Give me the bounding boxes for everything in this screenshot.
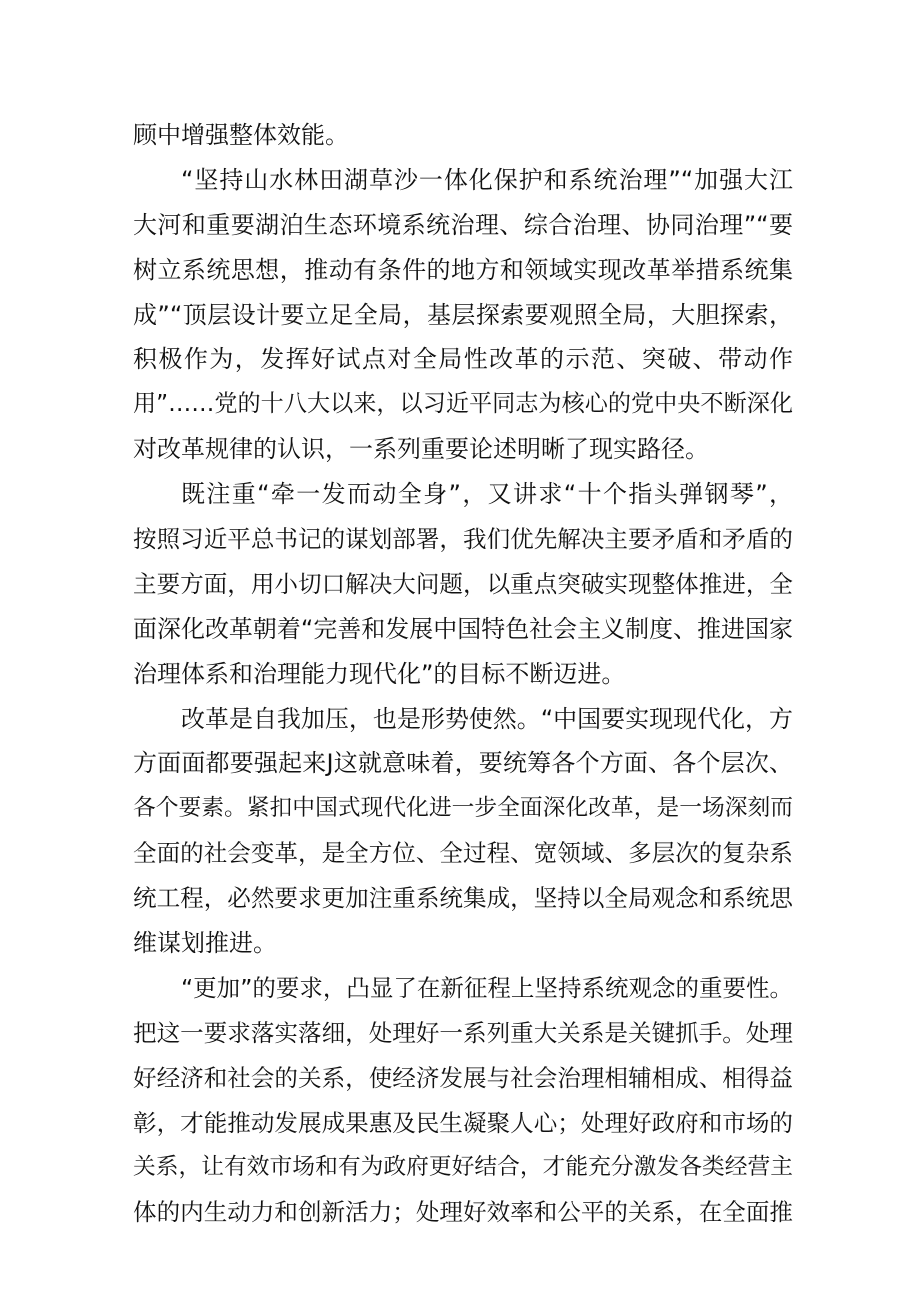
text-line: 大河和重要湖泊生态环境系统治理、综合治理、协同治理”“要 [133, 210, 793, 239]
text-line: 维谋划推进。 [133, 929, 277, 958]
text-line: 用”……党的十八大以来，以习近平同志为核心的党中央不断深化 [133, 391, 793, 418]
text-line: 按照习近平总书记的谋划部署，我们优先解决主要矛盾和矛盾的 [133, 525, 793, 554]
text-line: 统工程，必然要求更加注重系统集成，坚持以全局观念和系统思 [133, 884, 793, 913]
text-line: 顾中增强整体效能。 [133, 121, 349, 149]
text-line: 对改革规律的认识，一系列重要论述明晰了现实路径。 [133, 435, 709, 464]
text-line: 成”“顶层设计要立足全局，基层探索要观照全局，大胆探索， [133, 300, 793, 329]
text-line: “坚持山水林田湖草沙一体化保护和系统治理”“加强大江 [181, 165, 793, 194]
text-line: 既注重“牵一发而动全身”，又讲求“十个指头弹钢琴”， [181, 480, 793, 509]
text-line: 彰，才能推动发展成果惠及民生凝聚人心；处理好政府和市场的 [133, 1108, 793, 1137]
text-line: 改革是自我加压，也是形势使然。“中国要实现现代化，方 [181, 704, 793, 733]
text-line: 各个要素。紧扣中国式现代化进一步全面深化改革，是一场深刻而 [133, 795, 793, 822]
text-line: 方面面都要强起来J这就意味着，要统筹各个方面、各个层次、 [133, 749, 793, 778]
text-line: 好经济和社会的关系，使经济发展与社会治理相辅相成、相得益 [133, 1063, 793, 1092]
text-line: 全面的社会变革，是全方位、全过程、宽领域、多层次的复杂系 [133, 839, 793, 868]
text-line: 关系，让有效市场和有为政府更好结合，才能充分激发各类经营主 [133, 1154, 793, 1181]
text-line: 治理体系和治理能力现代化”的目标不断迈进。 [133, 659, 626, 688]
text-line: 面深化改革朝着“完善和发展中国特色社会主义制度、推进国家 [133, 614, 793, 643]
text-line: 体的内生动力和创新活力；处理好效率和公平的关系，在全面推 [133, 1198, 793, 1227]
text-line: 积极作为，发挥好试点对全局性改革的示范、突破、带动作 [133, 345, 793, 374]
text-line: 树立系统思想，推动有条件的地方和领域实现改革举措系统集 [133, 255, 793, 284]
text-line: 主要方面，用小切口解决大问题，以重点突破实现整体推进，全 [133, 569, 793, 598]
text-line: “更加”的要求，凸显了在新征程上坚持系统观念的重要性。 [181, 973, 793, 1002]
text-line: 把这一要求落实落细，处理好一系列重大关系是关键抓手。处理 [133, 1018, 793, 1047]
document-body [133, 113, 793, 1235]
